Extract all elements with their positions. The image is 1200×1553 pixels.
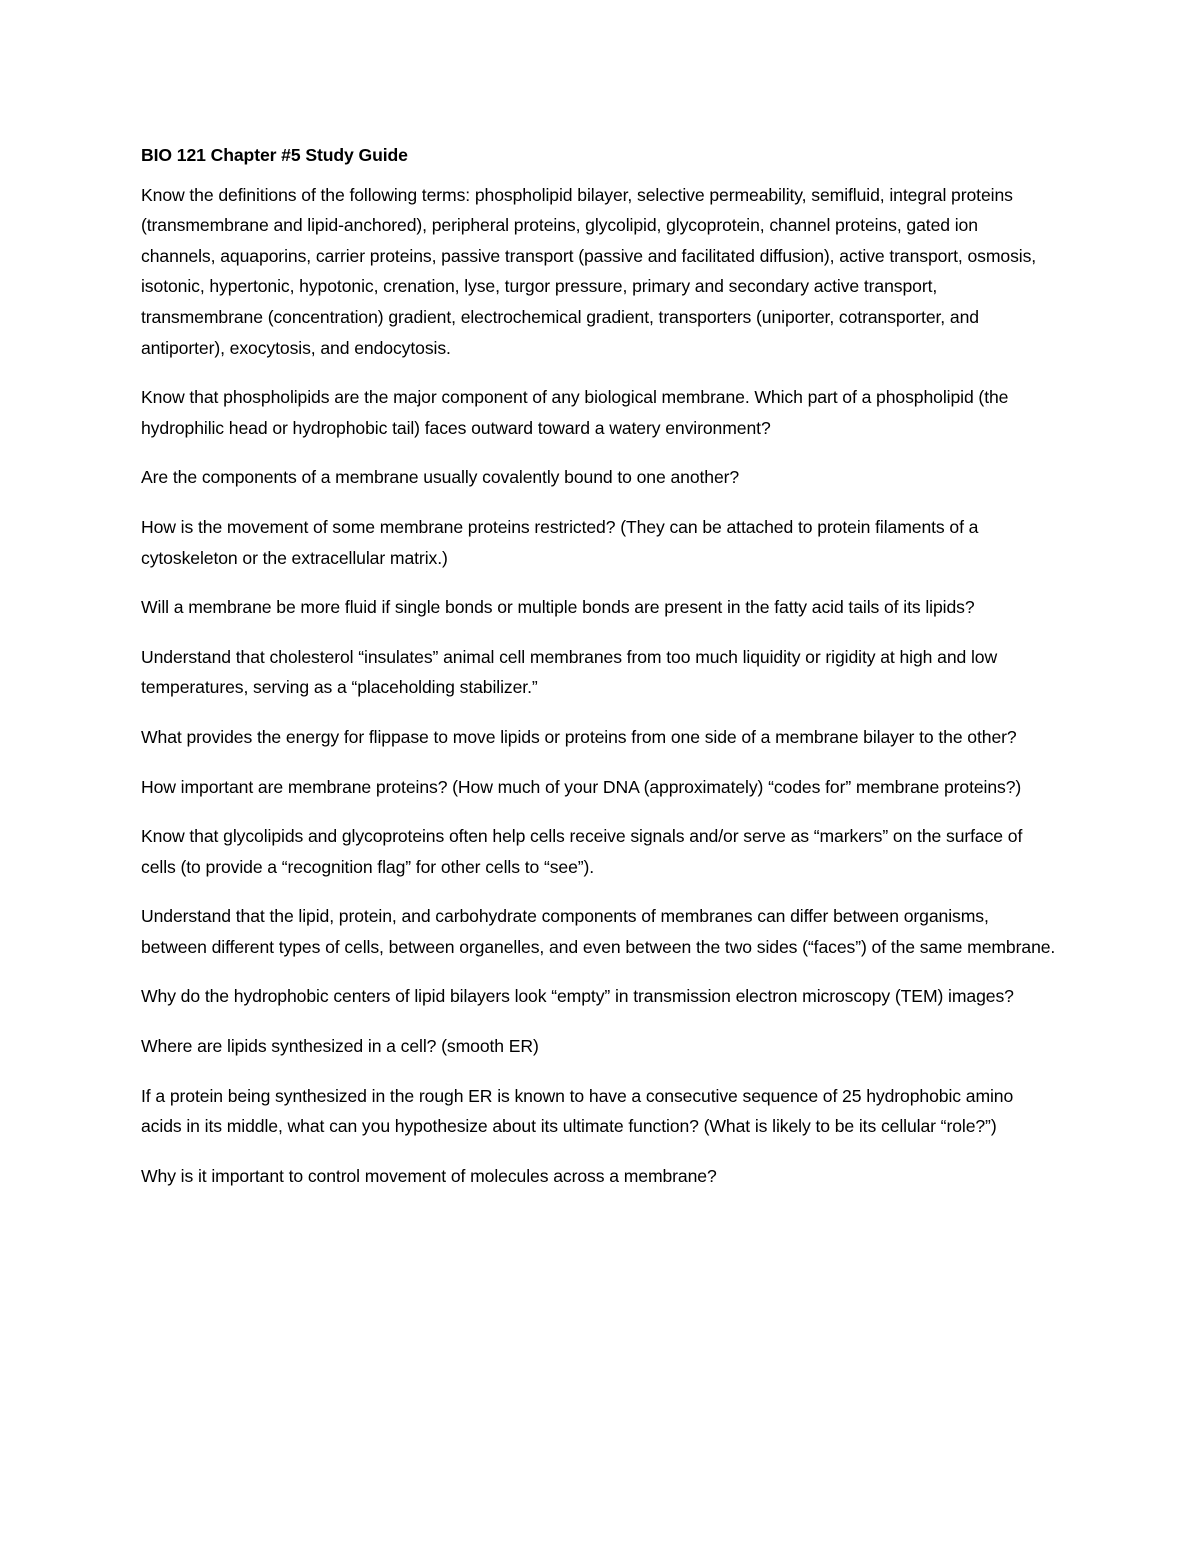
paragraph-membrane-fluidity: Will a membrane be more fluid if single bonds or multiple bonds are present in the fatty acid tails of its lipids? bbox=[141, 597, 975, 618]
paragraph-lipid-synthesis: Where are lipids synthesized in a cell? (smooth ER) bbox=[141, 1036, 539, 1057]
paragraph-rough-er: If a protein being synthesized in the rough ER is known to have a consecutive sequence of 25 hydrophobic amino acids in its middle, what can you hypothesize about its ultimate function? (What is likely to be its cellular “role?”) bbox=[141, 1085, 1014, 1137]
paragraph-tem-images: Why do the hydrophobic centers of lipid bilayers look “empty” in transmission electron microscopy (TEM) images? bbox=[141, 986, 1014, 1007]
document-title: BIO 121 Chapter #5 Study Guide bbox=[141, 145, 408, 165]
document-body bbox=[141, 140, 1056, 1210]
paragraph-glycolipids: Know that glycolipids and glycoproteins often help cells receive signals and/or serve as “markers” on the surface of cells (to provide a “recognition flag” for other cells to “see”). bbox=[141, 826, 1023, 877]
paragraph-protein-movement: How is the movement of some membrane proteins restricted? (They can be attached to protein filaments of a cytoskeleton or the extracellular matrix.) bbox=[141, 516, 979, 568]
paragraph-control-movement: Why is it important to control movement of molecules across a membrane? bbox=[141, 1165, 717, 1186]
paragraph-flippase: What provides the energy for flippase to move lipids or proteins from one side of a membrane bilayer to the other? bbox=[141, 726, 1017, 747]
paragraph-components-differ: Understand that the lipid, protein, and carbohydrate components of membranes can differ between organisms, between different types of cells, between organelles, and even between the two sides (“faces”) of the same membrane. bbox=[141, 906, 1056, 957]
paragraph-terms: Know the definitions of the following terms: phospholipid bilayer, selective permeability, semifluid, integral proteins (transmembrane and lipid-anchored), peripheral proteins, glycolipid, glycoprotein, channel proteins, gated ion channels, aquaporins, carrier proteins, passive transport (passive and facilitated diffusion), active transport, osmosis, isotonic, hypertonic, hypotonic, crenation, lyse, turgor pressure, primary and secondary active transport, transmembrane (concentration) gradient, electrochemical gradient, transporters (uniporter, cotransporter, and antiporter), exocytosis, and endocytosis. bbox=[141, 184, 1037, 358]
paragraph-membrane-proteins: How important are membrane proteins? (How much of your DNA (approximately) “codes for” membrane proteins?) bbox=[141, 776, 1022, 797]
paragraph-phospholipids: Know that phospholipids are the major component of any biological membrane. Which part of a phospholipid (the hydrophilic head or hydrophobic tail) faces outward toward a watery environment? bbox=[141, 387, 1009, 438]
paragraph-covalent-bonds: Are the components of a membrane usually covalently bound to one another? bbox=[141, 467, 740, 488]
paragraph-cholesterol: Understand that cholesterol “insulates” animal cell membranes from too much liquidity or rigidity at high and low temperatures, serving as a “placeholding stabilizer.” bbox=[141, 646, 998, 698]
